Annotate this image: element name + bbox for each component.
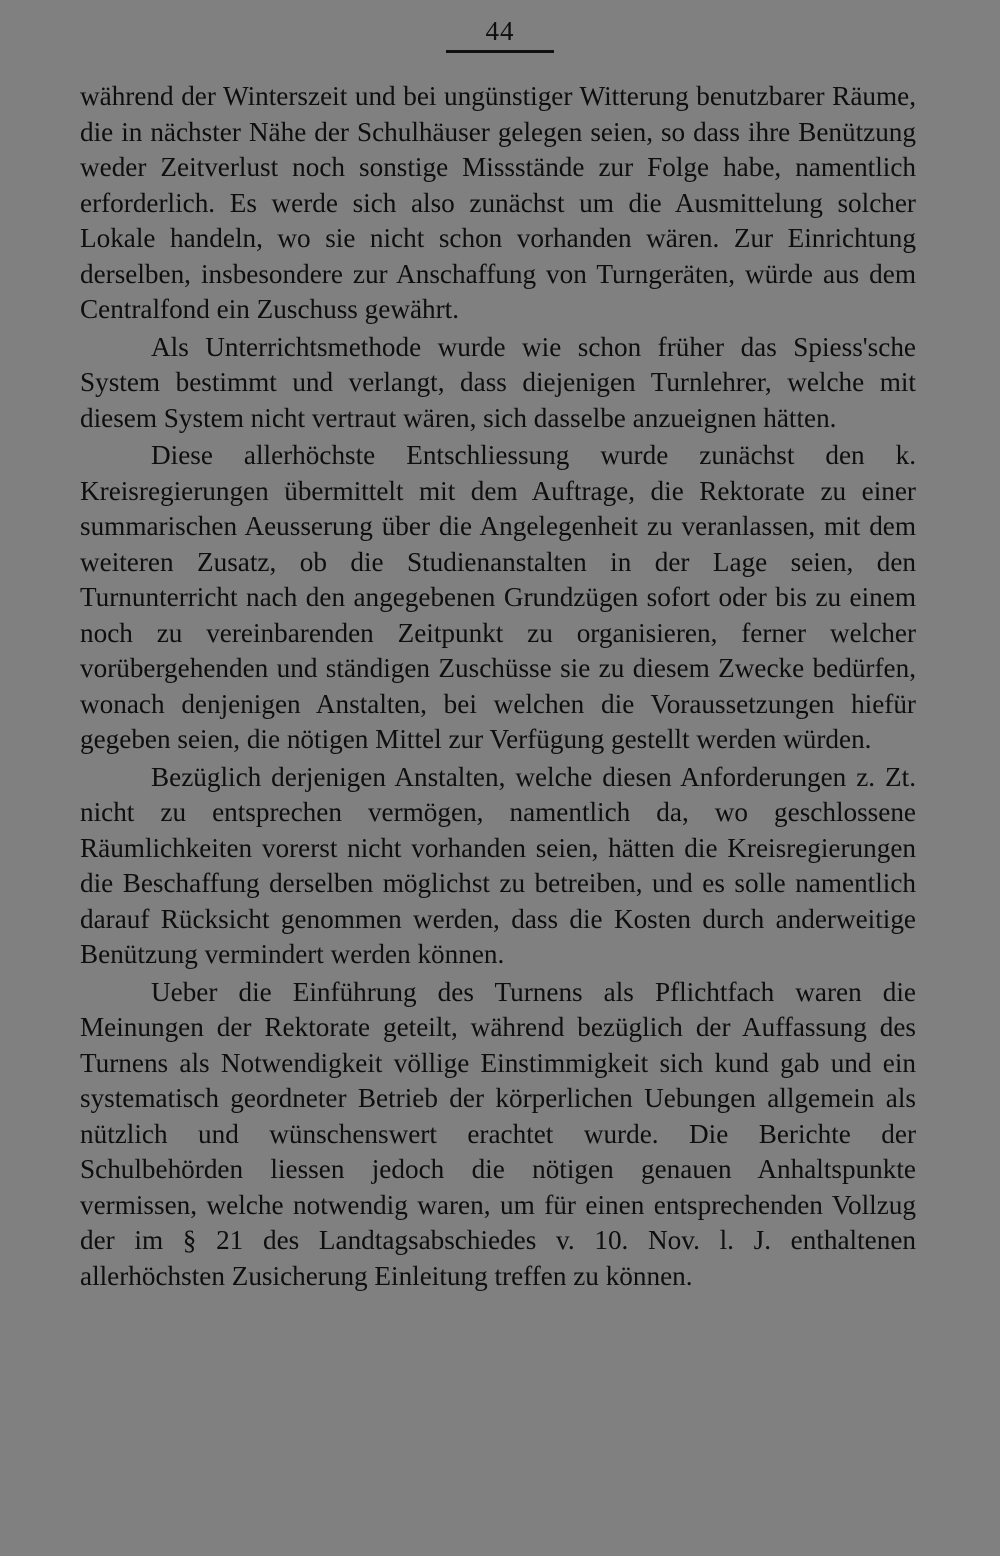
body-text (80, 79, 916, 1294)
paragraph: Diese allerhöchste Entschliessung wurde zunächst den k. Kreisregierungen übermittelt mit dem Auftrage, die Rektorate zu einer summarischen Aeusserung über die Angelegenheit zu veranlassen, mit dem weiteren Zusatz, ob die Studienanstalten in der Lage seien, den Turnunterricht nach den angegebenen Grundzügen sofort oder bis zu einem noch zu vereinbarenden Zeitpunkt zu organisieren, ferner welcher vorübergehenden und ständigen Zuschüsse sie zu diesem Zwecke bedürfen, wonach denjenigen Anstalten, bei welchen die Voraussetzungen hiefür gegeben seien, die nötigen Mittel zur Verfügung gestellt werden würden. (80, 440, 916, 754)
paragraph: Bezüglich derjenigen Anstalten, welche diesen Anforderungen z. Zt. nicht zu entsprechen vermögen, namentlich da, wo geschlossene Räumlichkeiten vorerst nicht vorhanden seien, hätten die Kreisregierungen die Beschaffung derselben möglichst zu betreiben, und es solle namentlich darauf Rücksicht genommen werden, dass die Kosten durch anderweitige Benützung vermindert werden können. (80, 761, 916, 969)
page-header (446, 16, 554, 46)
paragraph: während der Winterszeit und bei ungünstiger Witterung benutzbarer Räume, die in nächster Nähe der Schulhäuser gelegen seien, so dass ihre Benützung weder Zeitverlust noch sonstige Missstände zur Folge habe, namentlich erforderlich. Es werde sich also zunächst um die Ausmittelung solcher Lokale handeln, wo sie nicht schon vorhanden wären. Zur Einrichtung derselben, insbesondere zur Anschaffung von Turngeräten, würde aus dem Centralfond ein Zuschuss gewährt. (80, 81, 916, 324)
page-number: 44 (485, 16, 515, 46)
paragraph: Als Unterrichtsmethode wurde wie schon früher das Spiess'sche System bestimmt und verlangt, dass diejenigen Turnlehrer, welche mit diesem System nicht vertraut wären, sich dasselbe anzueignen hätten. (80, 331, 916, 433)
paragraph: Ueber die Einführung des Turnens als Pflichtfach waren die Meinungen der Rektorate geteilt, während bezüglich der Auffassung des Turnens als Notwendigkeit völlige Einstimmigkeit sich kund gab und ein systematisch geordneter Betrieb der körperlichen Uebungen allgemein als nützlich und wünschenswert erachtet wurde. Die Berichte der Schulbehörden liessen jedoch die nötigen genauen Anhaltspunkte vermissen, welche notwendig waren, um für einen entsprechenden Vollzug der im § 21 des Landtagsabschiedes v. 10. Nov. l. J. enthaltenen allerhöchsten Zusicherung Einleitung treffen zu können. (80, 976, 916, 1291)
header-rule (446, 50, 554, 53)
